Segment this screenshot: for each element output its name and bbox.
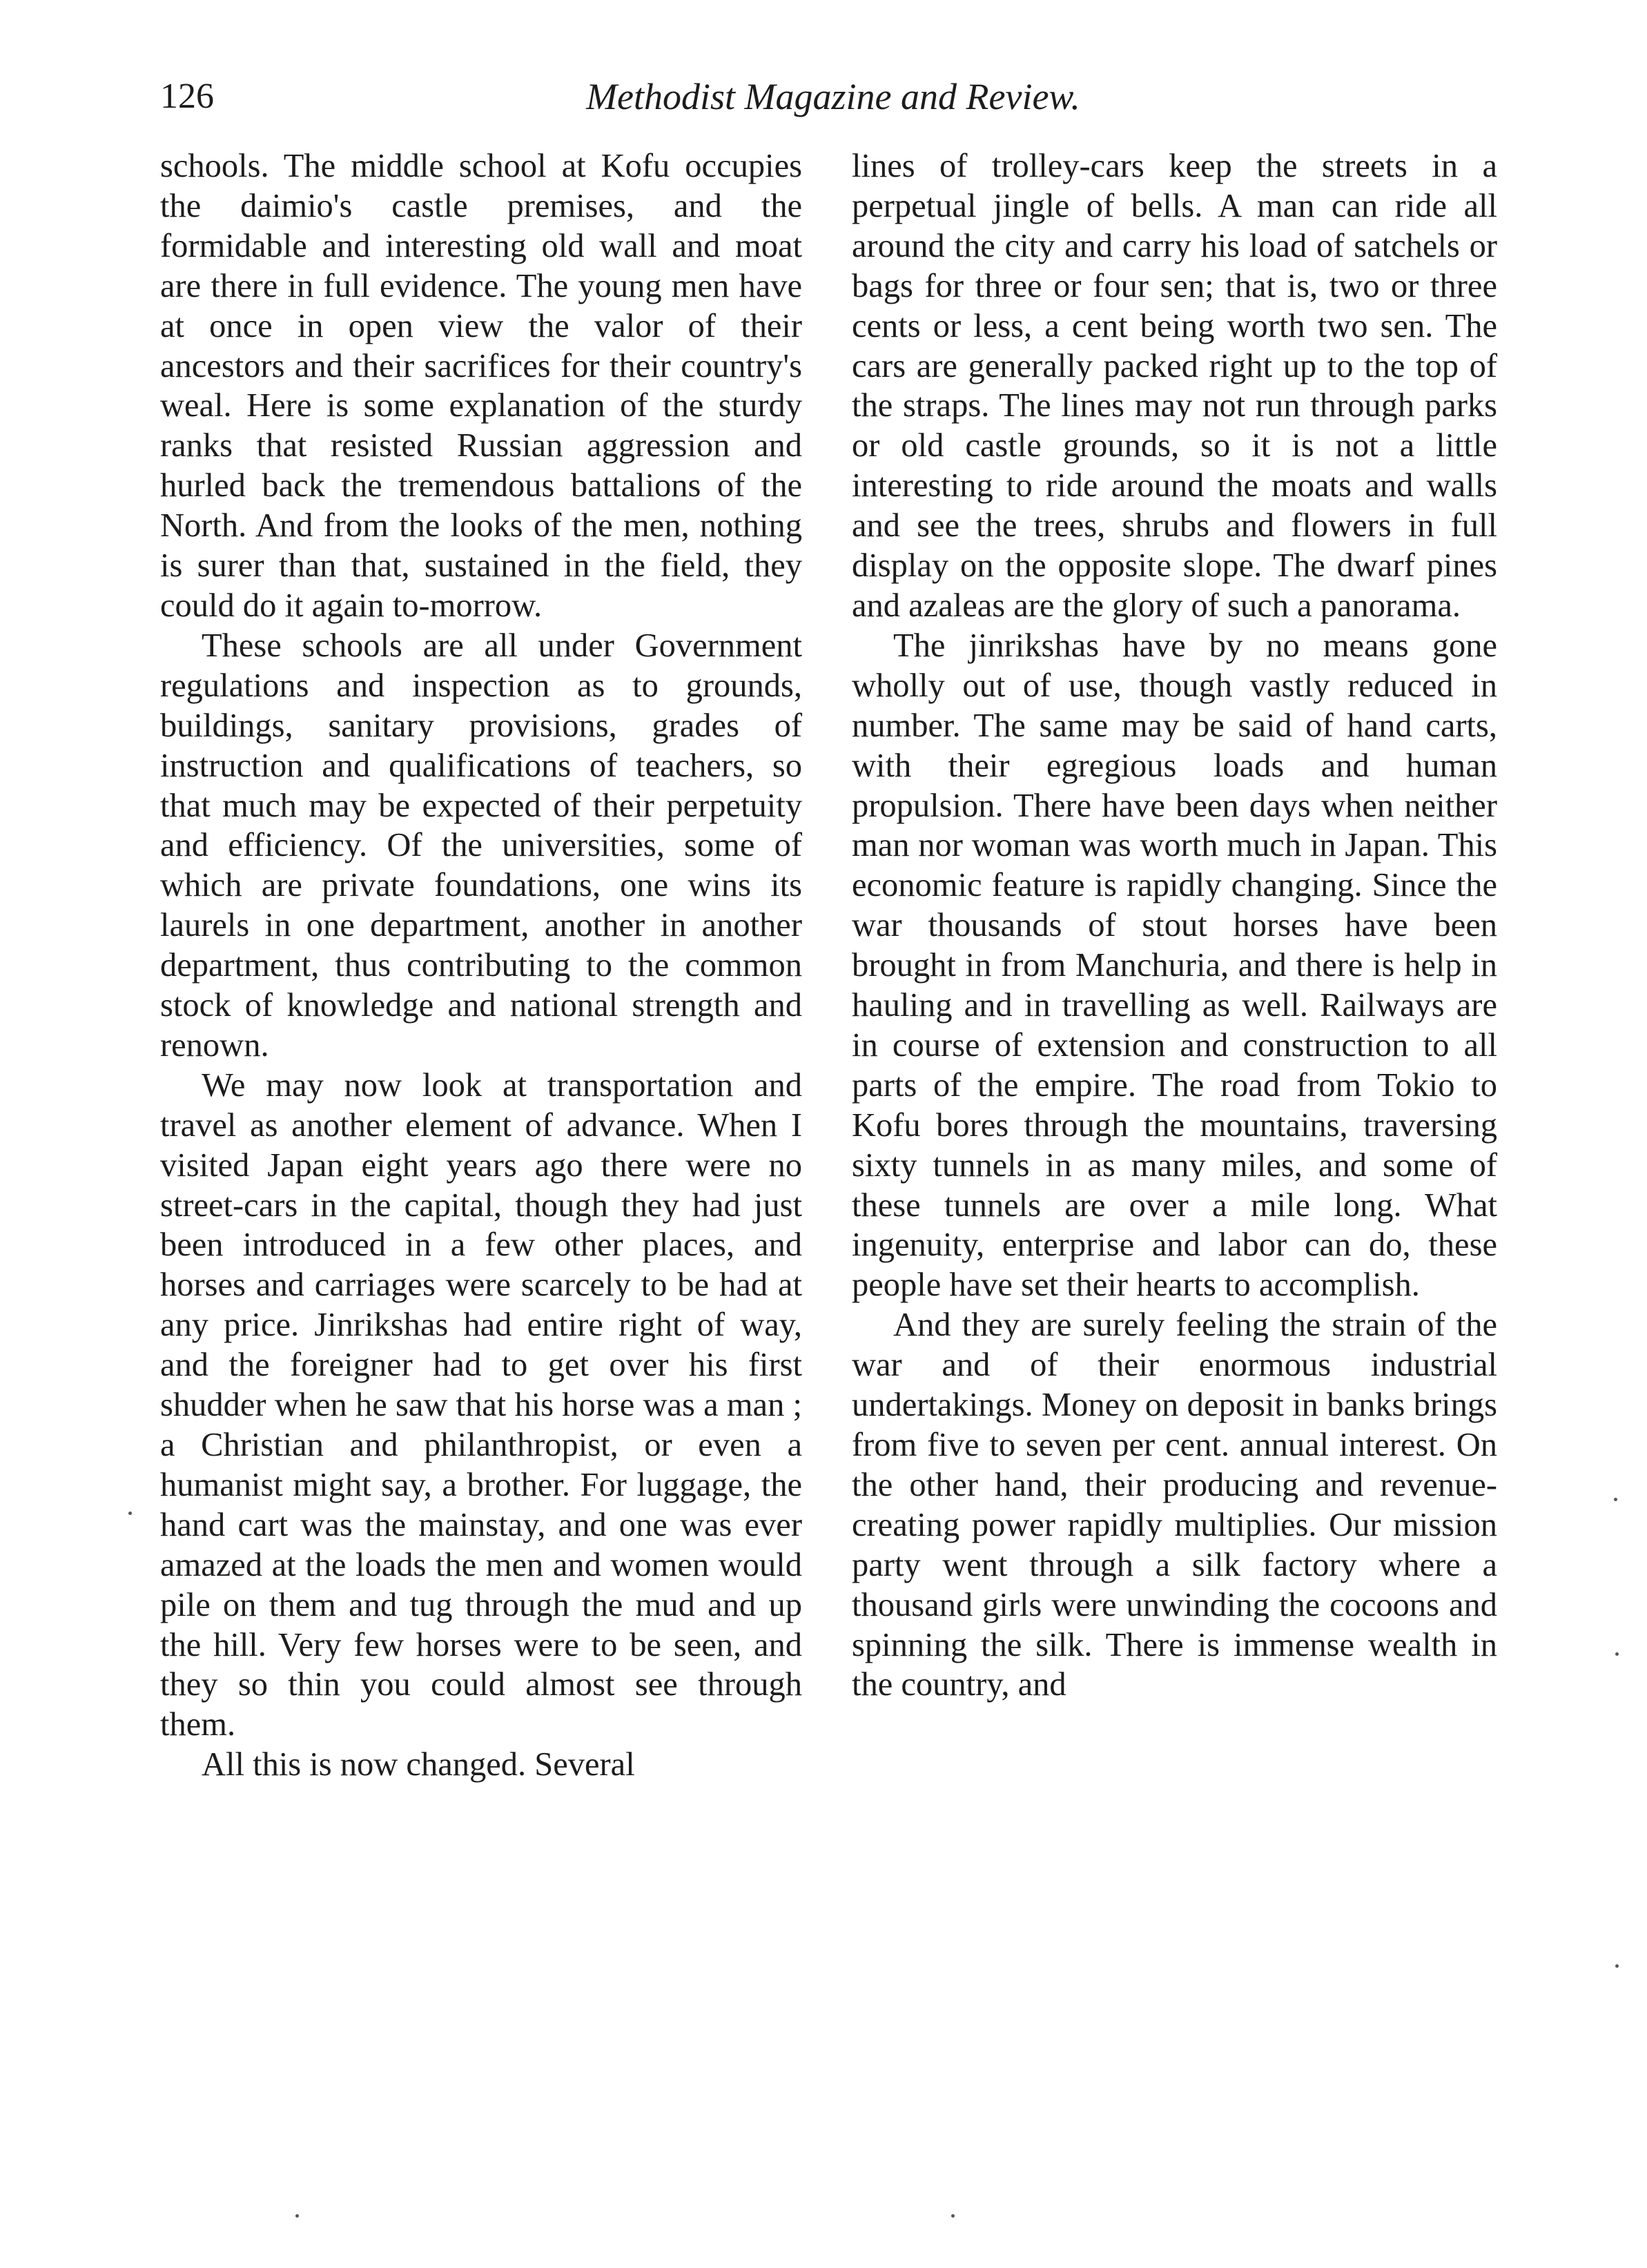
page-header <box>160 75 1506 123</box>
scan-speck <box>1615 1652 1619 1656</box>
running-title: Methodist Magazine and Review. <box>586 76 1080 117</box>
right-column <box>852 146 1497 1705</box>
paragraph: The jinrikshas have by no means gone wholly out of use, though vastly reduced in number. The same may be said of hand carts, with their egregious loads and human propulsion. There have been days when neither man nor woman was worth much in Japan. This economic feature is rapidly changing. Since the war thousands of stout horses have been brought in from Manchuria, and there is help in hauling and in travelling as well. Railways are in course of extension and construction to all parts of the empire. The road from Tokio to Kofu bores through the mountains, traversing sixty tunnels in as many miles, and some of these tunnels are over a mile long. What ingenuity, enterprise and labor can do, these people have set their hearts to accomplish. <box>852 627 1497 1304</box>
paragraph: schools. The middle school at Kofu occupies the daimio's castle premises, and the formidable and interesting old wall and moat are there in full evidence. The young men have at once in open view the valor of their ancestors and their sacrifices for their country's weal. Here is some explanation of the sturdy ranks that resisted Russian aggression and hurled back the tremendous battalions of the North. And from the looks of the men, nothing is surer than that, sustained in the field, they could do it again to-morrow. <box>160 148 802 624</box>
scan-speck <box>951 2214 955 2218</box>
left-column <box>160 146 802 1785</box>
page-number: 126 <box>160 77 214 116</box>
paragraph: lines of trolley-cars keep the streets in a perpetual jingle of bells. A man can ride all around the city and carry his load of satchels or bags for three or four sen; that is, two or three cents or less, a cent being worth two sen. The cars are generally packed right up to the top of the straps. The lines may not run through parks or old castle grounds, so it is not a little interesting to ride around the moats and walls and see the trees, shrubs and flowers in full display on the opposite slope. The dwarf pines and azaleas are the glory of such a panorama. <box>852 148 1497 624</box>
paragraph: These schools are all under Government regulations and inspection as to grounds, buildings, sanitary provisions, grades of instruction and qualifications of teachers, so that much may be expected of their perpetuity and efficiency. Of the universities, some of which are private foundations, one wins its laurels in one department, another in another department, thus contributing to the common stock of knowledge and national strength and renown. <box>160 627 802 1064</box>
scan-speck <box>1614 1498 1617 1501</box>
paragraph: And they are surely feeling the strain of the war and of their enormous industrial undertakings. Money on deposit in banks brings from five to seven per cent. annual interest. On the other hand, their producing and revenue-creating power rapidly multiplies. Our mission party went through a silk factory where a thousand girls were unwinding the cocoons and spinning the silk. There is immense wealth in the country, and <box>852 1307 1497 1703</box>
paragraph: All this is now changed. Several <box>202 1746 635 1783</box>
scan-speck <box>295 2214 299 2218</box>
scan-speck <box>128 1512 132 1515</box>
paragraph: We may now look at transportation and travel as another element of advance. When I visited Japan eight years ago there were no street-cars in the capital, though they had just been introduced in a few other places, and horses and carriages were scarcely to be had at any price. Jinrikshas had entire right of way, and the foreigner had to get over his first shudder when he saw that his horse was a man ; a Christian and philanthropist, or even a humanist might say, a brother. For luggage, the hand cart was the mainstay, and one was ever amazed at the loads the men and women would pile on them and tug through the mud and up the hill. Very few horses were to be seen, and they so thin you could almost see through them. <box>160 1066 802 1743</box>
scan-speck <box>1615 1964 1619 1968</box>
